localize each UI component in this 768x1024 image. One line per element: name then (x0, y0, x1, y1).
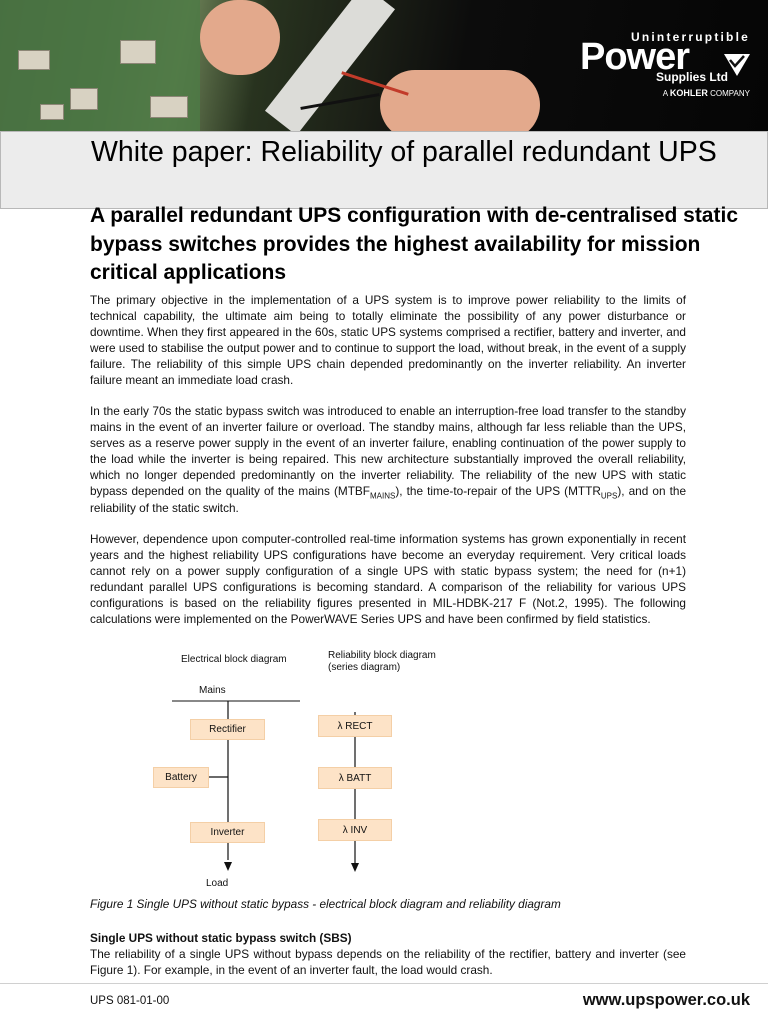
section-heading: Single UPS without static bypass switch (SBS) (90, 931, 352, 945)
subtitle-heading: A parallel redundant UPS configuration with de-centralised static bypass switches provides the highest availability for mission critical applications (90, 204, 738, 284)
rectifier-block: Rectifier (190, 719, 265, 740)
paragraph-3: However, dependence upon computer-controlled real-time information systems has grown exponentially in recent years and the highest reliability UPS configurations have become an everyday requirement. Very critical loads cannot rely on a power supply configuration of a single UPS with static bypass system; the need for (n+1) redundant parallel UPS configurations is becoming standard. A comparison of the reliability for various UPS configurations is based on the reliability figures presented in MIL-HDBK-217 F (Not.2, 1995). The following calculations were implemented on the PowerWAVE Series UPS and have been confirmed by field statistics. (90, 532, 686, 627)
logo-affiliation: A KOHLER COMPANY (662, 88, 750, 98)
website-link[interactable]: www.upspower.co.uk (582, 991, 750, 1009)
header-photo (0, 0, 768, 132)
title-band (0, 131, 768, 209)
paragraph-1: The primary objective in the implementation of a UPS system is to improve power reliability to the limits of technical capability, the ultimate aim being to totally eliminate the possibility of any power disturbance or downtime. When they first appeared in the 60s, static UPS systems comprised a rectifier, battery and inverter, and were used to stabilise the output power and to continue to support the load, without break, in the event of a supply failure. The reliability of this simple UPS chain depended predominantly on the inverter reliability. An inverter failure meant an immediate load crash. (90, 293, 686, 388)
paragraph-4: The reliability of a single UPS without bypass depends on the reliability of the rectifier, battery and inverter (see Figure 1). For example, in the event of an inverter fault, the load would crash. (90, 947, 686, 978)
inverter-block: Inverter (190, 822, 265, 843)
load-label: Load (206, 878, 229, 889)
rect-reliability-block: λ RECT (318, 715, 392, 737)
figure-1-diagram (0, 640, 768, 900)
reliability-diagram-title: Reliability block diagram (328, 650, 436, 661)
footer-divider (0, 983, 768, 984)
reliability-diagram-subtitle: (series diagram) (328, 662, 401, 673)
electrical-diagram-title: Electrical block diagram (181, 654, 287, 665)
company-logo (580, 30, 750, 100)
logo-line-1: Uninterruptible (631, 30, 750, 44)
mains-label: Mains (199, 685, 226, 696)
inv-reliability-block: λ INV (318, 819, 392, 841)
logo-line-2: Power (580, 36, 690, 78)
batt-reliability-block: λ BATT (318, 767, 392, 789)
paragraph-2: In the early 70s the static bypass switch was introduced to enable an interruption-free load transfer to the standby mains in the event of an inverter failure or overload. The standby mains, although far less reliable than the UPS, serves as a reserve power supply in the event of an inverter failure, enabling continuation of the power supply to the load while the inverter is being repaired. This new architecture substantially improved the overall reliability, which no longer depended predominantly on the inverter reliability. The reliability of the new UPS with static bypass depended on the quality of the mains $(MTBF_{MAINS})$, the time-to-repair of the UPS $(MTTR_{UPS})$, and on the reliability of the static switch. (90, 404, 687, 515)
figure-caption: Figure 1 Single UPS without static bypass - electrical block diagram and reliability diagram (90, 897, 561, 911)
page-title: White paper: Reliability of parallel redundant UPS (91, 136, 717, 168)
logo-line-3: Supplies Ltd (656, 70, 728, 84)
document-code: UPS 081-01-00 (90, 995, 170, 1007)
battery-block: Battery (153, 767, 209, 788)
